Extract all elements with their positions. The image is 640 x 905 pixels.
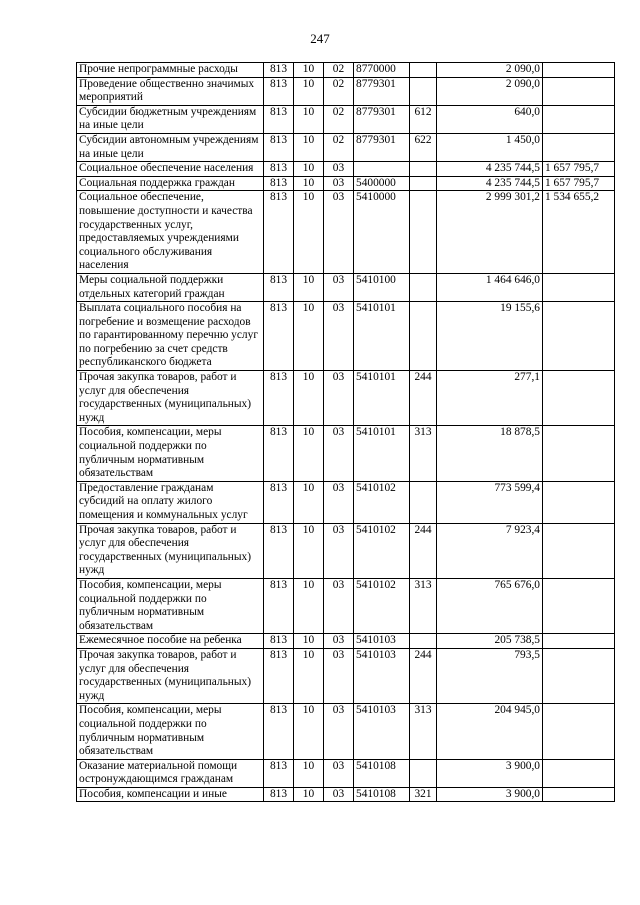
- table-row: [77, 273, 615, 301]
- row-name: Социальное обеспечение населения: [77, 162, 264, 177]
- row-amount: 18 878,5: [437, 426, 543, 481]
- row-ministry-code: 813: [264, 523, 294, 578]
- row-expense-type: 321: [410, 787, 437, 802]
- row-expense-type: 313: [410, 704, 437, 759]
- row-amount-secondary: [543, 105, 615, 133]
- row-amount-secondary: 1 657 795,7: [543, 162, 615, 177]
- row-section-code: 10: [294, 191, 324, 274]
- row-expense-type: 313: [410, 426, 437, 481]
- row-section-code: 10: [294, 105, 324, 133]
- row-subsection-code: 03: [324, 481, 354, 523]
- row-name: Прочая закупка товаров, работ и услуг для обеспечения государственных (муниципальных) нужд: [77, 523, 264, 578]
- row-name: Социальное обеспечение, повышение доступности и качества государственных услуг, предоставляемых учреждениями социального обслуживания населения: [77, 191, 264, 274]
- row-ministry-code: 813: [264, 273, 294, 301]
- row-amount-secondary: [543, 133, 615, 161]
- table-row: [77, 371, 615, 426]
- table-row: [77, 578, 615, 633]
- row-ministry-code: 813: [264, 426, 294, 481]
- row-target-article: 8770000: [354, 63, 410, 78]
- row-expense-type: 612: [410, 105, 437, 133]
- table-row: [77, 133, 615, 161]
- row-target-article: 5410103: [354, 704, 410, 759]
- row-target-article: 5410102: [354, 481, 410, 523]
- row-amount: 773 599,4: [437, 481, 543, 523]
- row-ministry-code: 813: [264, 578, 294, 633]
- row-expense-type: 244: [410, 523, 437, 578]
- row-target-article: 5410102: [354, 523, 410, 578]
- row-expense-type: [410, 273, 437, 301]
- row-section-code: 10: [294, 63, 324, 78]
- row-amount: 4 235 744,5: [437, 176, 543, 191]
- page-number: 247: [310, 31, 330, 46]
- row-name: Ежемесячное пособие на ребенка: [77, 634, 264, 649]
- row-ministry-code: 813: [264, 77, 294, 105]
- row-amount-secondary: [543, 77, 615, 105]
- row-subsection-code: 03: [324, 759, 354, 787]
- row-amount: 640,0: [437, 105, 543, 133]
- row-name: Выплата социального пособия на погребение и возмещение расходов по гарантированному перечню услуг по погребению за счет средств республиканского бюджета: [77, 302, 264, 371]
- row-section-code: 10: [294, 787, 324, 802]
- table-row: [77, 176, 615, 191]
- table-row: [77, 77, 615, 105]
- row-amount-secondary: 1 534 655,2: [543, 191, 615, 274]
- row-name: Пособия, компенсации, меры социальной поддержки по публичным нормативным обязательствам: [77, 704, 264, 759]
- row-section-code: 10: [294, 704, 324, 759]
- row-amount-secondary: [543, 523, 615, 578]
- row-ministry-code: 813: [264, 634, 294, 649]
- row-ministry-code: 813: [264, 648, 294, 703]
- row-section-code: 10: [294, 302, 324, 371]
- row-expense-type: 313: [410, 578, 437, 633]
- row-subsection-code: 03: [324, 371, 354, 426]
- row-section-code: 10: [294, 77, 324, 105]
- row-target-article: 8779301: [354, 133, 410, 161]
- row-amount-secondary: [543, 648, 615, 703]
- row-subsection-code: 02: [324, 105, 354, 133]
- row-amount: 765 676,0: [437, 578, 543, 633]
- row-amount: 2 999 301,2: [437, 191, 543, 274]
- row-section-code: 10: [294, 648, 324, 703]
- row-target-article: 5410108: [354, 759, 410, 787]
- row-expense-type: [410, 162, 437, 177]
- row-name: Прочая закупка товаров, работ и услуг для обеспечения государственных (муниципальных) нужд: [77, 648, 264, 703]
- row-target-article: 5410102: [354, 578, 410, 633]
- row-section-code: 10: [294, 273, 324, 301]
- row-target-article: 8779301: [354, 77, 410, 105]
- row-target-article: [354, 162, 410, 177]
- row-amount-secondary: [543, 481, 615, 523]
- row-section-code: 10: [294, 481, 324, 523]
- row-ministry-code: 813: [264, 191, 294, 274]
- row-subsection-code: 03: [324, 704, 354, 759]
- row-section-code: 10: [294, 162, 324, 177]
- row-subsection-code: 03: [324, 523, 354, 578]
- row-ministry-code: 813: [264, 162, 294, 177]
- row-expense-type: [410, 759, 437, 787]
- row-target-article: 8779301: [354, 105, 410, 133]
- row-subsection-code: 03: [324, 787, 354, 802]
- table-row: [77, 634, 615, 649]
- table-row: [77, 759, 615, 787]
- row-subsection-code: 03: [324, 302, 354, 371]
- row-expense-type: [410, 481, 437, 523]
- row-amount: 205 738,5: [437, 634, 543, 649]
- row-expense-type: [410, 63, 437, 78]
- row-amount-secondary: [543, 787, 615, 802]
- row-ministry-code: 813: [264, 105, 294, 133]
- row-subsection-code: 03: [324, 426, 354, 481]
- row-amount: 3 900,0: [437, 787, 543, 802]
- row-amount: 4 235 744,5: [437, 162, 543, 177]
- row-subsection-code: 03: [324, 273, 354, 301]
- table-row: [77, 481, 615, 523]
- row-amount-secondary: [543, 759, 615, 787]
- row-subsection-code: 02: [324, 133, 354, 161]
- row-section-code: 10: [294, 133, 324, 161]
- row-amount-secondary: [543, 426, 615, 481]
- row-subsection-code: 03: [324, 648, 354, 703]
- row-name: Социальная поддержка граждан: [77, 176, 264, 191]
- row-section-code: 10: [294, 523, 324, 578]
- row-name: Субсидии бюджетным учреждениям на иные цели: [77, 105, 264, 133]
- row-name: Прочая закупка товаров, работ и услуг для обеспечения государственных (муниципальных) нужд: [77, 371, 264, 426]
- row-subsection-code: 03: [324, 578, 354, 633]
- row-name: Пособия, компенсации и иные: [77, 787, 264, 802]
- row-amount-secondary: 1 657 795,7: [543, 176, 615, 191]
- row-section-code: 10: [294, 578, 324, 633]
- table-row: [77, 648, 615, 703]
- row-section-code: 10: [294, 371, 324, 426]
- row-ministry-code: 813: [264, 302, 294, 371]
- table-row: [77, 302, 615, 371]
- row-expense-type: [410, 191, 437, 274]
- row-amount-secondary: [543, 704, 615, 759]
- row-section-code: 10: [294, 634, 324, 649]
- row-subsection-code: 03: [324, 191, 354, 274]
- row-amount: 2 090,0: [437, 77, 543, 105]
- row-name: Оказание материальной помощи остронуждающимся гражданам: [77, 759, 264, 787]
- table-row: [77, 426, 615, 481]
- row-amount: 19 155,6: [437, 302, 543, 371]
- row-name: Пособия, компенсации, меры социальной поддержки по публичным нормативным обязательствам: [77, 578, 264, 633]
- row-target-article: 5410101: [354, 302, 410, 371]
- row-ministry-code: 813: [264, 759, 294, 787]
- table-body: [77, 63, 615, 802]
- row-target-article: 5410108: [354, 787, 410, 802]
- row-ministry-code: 813: [264, 371, 294, 426]
- row-target-article: 5410000: [354, 191, 410, 274]
- row-ministry-code: 813: [264, 787, 294, 802]
- row-ministry-code: 813: [264, 481, 294, 523]
- row-expense-type: [410, 302, 437, 371]
- table-row: [77, 704, 615, 759]
- row-expense-type: [410, 176, 437, 191]
- row-expense-type: [410, 634, 437, 649]
- row-name: Пособия, компенсации, меры социальной поддержки по публичным нормативным обязательствам: [77, 426, 264, 481]
- table-row: [77, 63, 615, 78]
- row-amount: 277,1: [437, 371, 543, 426]
- table-row: [77, 787, 615, 802]
- row-amount-secondary: [543, 634, 615, 649]
- row-expense-type: 622: [410, 133, 437, 161]
- row-amount-secondary: [543, 578, 615, 633]
- row-target-article: 5410103: [354, 634, 410, 649]
- row-amount: 3 900,0: [437, 759, 543, 787]
- budget-table: [76, 62, 615, 802]
- row-amount: 1 450,0: [437, 133, 543, 161]
- row-amount-secondary: [543, 63, 615, 78]
- table-row: [77, 162, 615, 177]
- row-target-article: 5410103: [354, 648, 410, 703]
- row-target-article: 5410101: [354, 426, 410, 481]
- row-target-article: 5410101: [354, 371, 410, 426]
- table-row: [77, 523, 615, 578]
- row-section-code: 10: [294, 426, 324, 481]
- row-amount: 1 464 646,0: [437, 273, 543, 301]
- row-amount: 2 090,0: [437, 63, 543, 78]
- row-name: Предоставление гражданам субсидий на оплату жилого помещения и коммунальных услуг: [77, 481, 264, 523]
- row-subsection-code: 03: [324, 162, 354, 177]
- row-amount-secondary: [543, 302, 615, 371]
- row-amount-secondary: [543, 371, 615, 426]
- row-amount: 793,5: [437, 648, 543, 703]
- row-amount: 7 923,4: [437, 523, 543, 578]
- row-target-article: 5410100: [354, 273, 410, 301]
- row-name: Прочие непрограммные расходы: [77, 63, 264, 78]
- table-row: [77, 191, 615, 274]
- row-name: Проведение общественно значимых мероприятий: [77, 77, 264, 105]
- row-expense-type: [410, 77, 437, 105]
- row-subsection-code: 03: [324, 176, 354, 191]
- row-ministry-code: 813: [264, 704, 294, 759]
- row-subsection-code: 02: [324, 77, 354, 105]
- row-amount-secondary: [543, 273, 615, 301]
- row-target-article: 5400000: [354, 176, 410, 191]
- row-ministry-code: 813: [264, 63, 294, 78]
- row-name: Субсидии автономным учреждениям на иные цели: [77, 133, 264, 161]
- row-expense-type: 244: [410, 648, 437, 703]
- row-ministry-code: 813: [264, 133, 294, 161]
- row-section-code: 10: [294, 759, 324, 787]
- row-subsection-code: 02: [324, 63, 354, 78]
- row-amount: 204 945,0: [437, 704, 543, 759]
- table-row: [77, 105, 615, 133]
- row-subsection-code: 03: [324, 634, 354, 649]
- row-ministry-code: 813: [264, 176, 294, 191]
- row-section-code: 10: [294, 176, 324, 191]
- row-expense-type: 244: [410, 371, 437, 426]
- row-name: Меры социальной поддержки отдельных категорий граждан: [77, 273, 264, 301]
